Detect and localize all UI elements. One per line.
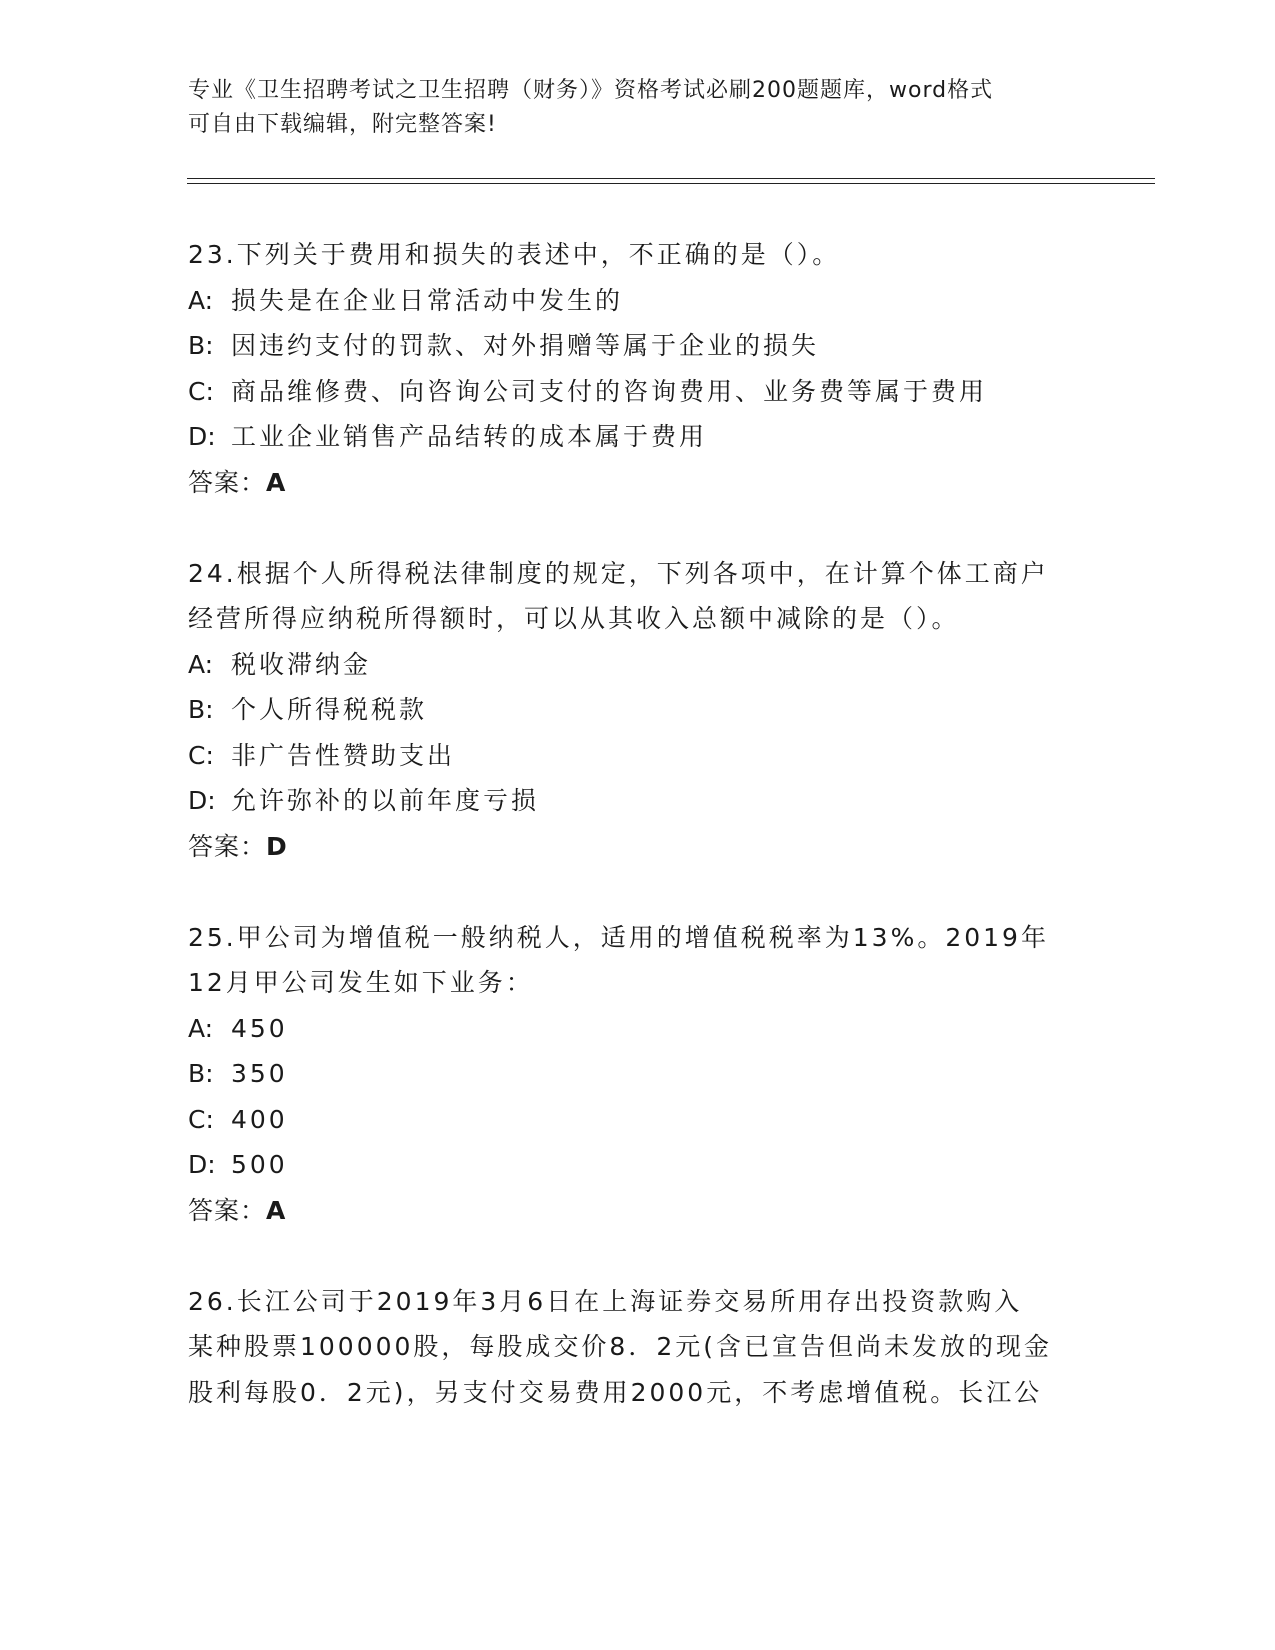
answer xyxy=(188,824,1088,870)
answer-label: 答案： xyxy=(188,467,267,497)
header-line-2: 可自由下载编辑，附完整答案! xyxy=(188,112,497,137)
option-letter: D: xyxy=(188,1150,216,1179)
option-letter: C: xyxy=(188,740,214,770)
option-letter: B: xyxy=(188,1059,214,1088)
option-letter: D: xyxy=(188,786,216,815)
option-letter: B: xyxy=(188,331,214,360)
option-c xyxy=(188,369,1088,415)
question-stem: 24.根据个人所得税法律制度的规定，下列各项中，在计算个体工商户 xyxy=(188,558,1049,588)
option-text: 允许弥补的以前年度亏损 xyxy=(231,786,540,815)
option-b xyxy=(188,323,1088,369)
option-letter: C: xyxy=(188,1104,214,1134)
option-d xyxy=(188,414,1088,460)
option-d xyxy=(188,778,1088,824)
option-letter: D: xyxy=(188,422,216,451)
option-text: 500 xyxy=(231,1150,288,1179)
question-stem: 某种股票100000股，每股成交价8．2元(含已宣告但尚未发放的现金 xyxy=(188,1332,1053,1361)
question-stem: 25.甲公司为增值税一般纳税人，适用的增值税税率为13%。2019年 xyxy=(188,922,1049,952)
question-stem: 股利每股0．2元)，另支付交易费用2000元，不考虑增值税。长江公 xyxy=(188,1377,1043,1407)
answer xyxy=(188,460,1088,506)
question-list xyxy=(188,232,1088,1461)
option-b xyxy=(188,1051,1088,1097)
header-divider-bottom xyxy=(187,183,1155,184)
option-b xyxy=(188,687,1088,733)
option-text: 商品维修费、向咨询公司支付的咨询费用、业务费等属于费用 xyxy=(231,376,988,406)
question-26 xyxy=(188,1279,1088,1416)
option-letter: A: xyxy=(188,1013,214,1043)
answer-label: 答案： xyxy=(188,831,267,861)
answer xyxy=(188,1188,1088,1234)
option-text: 400 xyxy=(231,1104,288,1134)
option-a xyxy=(188,1006,1088,1052)
option-text: 税收滞纳金 xyxy=(231,649,372,679)
question-stem: 26.长江公司于2019年3月6日在上海证券交易所用存出投资款购入 xyxy=(188,1286,1023,1316)
answer-value: A xyxy=(266,1195,287,1225)
option-text: 损失是在企业日常活动中发生的 xyxy=(231,285,624,315)
option-d xyxy=(188,1142,1088,1188)
option-text: 因违约支付的罚款、对外捐赠等属于企业的损失 xyxy=(231,331,820,360)
question-stem: 23.下列关于费用和损失的表述中，不正确的是（）。 xyxy=(188,240,841,269)
option-letter: B: xyxy=(188,695,214,724)
option-a xyxy=(188,278,1088,324)
option-text: 非广告性赞助支出 xyxy=(231,740,456,770)
document-header xyxy=(188,74,1088,142)
option-letter: A: xyxy=(188,285,214,315)
option-letter: C: xyxy=(188,376,214,406)
question-stem: 12月甲公司发生如下业务： xyxy=(188,968,534,997)
header-divider-top xyxy=(187,178,1155,179)
option-text: 个人所得税税款 xyxy=(231,695,428,724)
question-stem: 经营所得应纳税所得额时，可以从其收入总额中减除的是（）。 xyxy=(188,604,960,633)
header-line-1: 专业《卫生招聘考试之卫生招聘（财务）》资格考试必刷200题题库，word格式 xyxy=(188,78,994,103)
option-a xyxy=(188,642,1088,688)
option-text: 工业企业销售产品结转的成本属于费用 xyxy=(231,422,708,451)
answer-label: 答案： xyxy=(188,1195,267,1225)
question-23 xyxy=(188,232,1088,505)
answer-value: D xyxy=(266,831,288,861)
option-letter: A: xyxy=(188,649,214,679)
answer-value: A xyxy=(266,467,287,497)
option-c xyxy=(188,1097,1088,1143)
question-25 xyxy=(188,915,1088,1234)
question-24 xyxy=(188,551,1088,870)
option-text: 350 xyxy=(231,1059,288,1088)
option-c xyxy=(188,733,1088,779)
option-text: 450 xyxy=(231,1013,288,1043)
